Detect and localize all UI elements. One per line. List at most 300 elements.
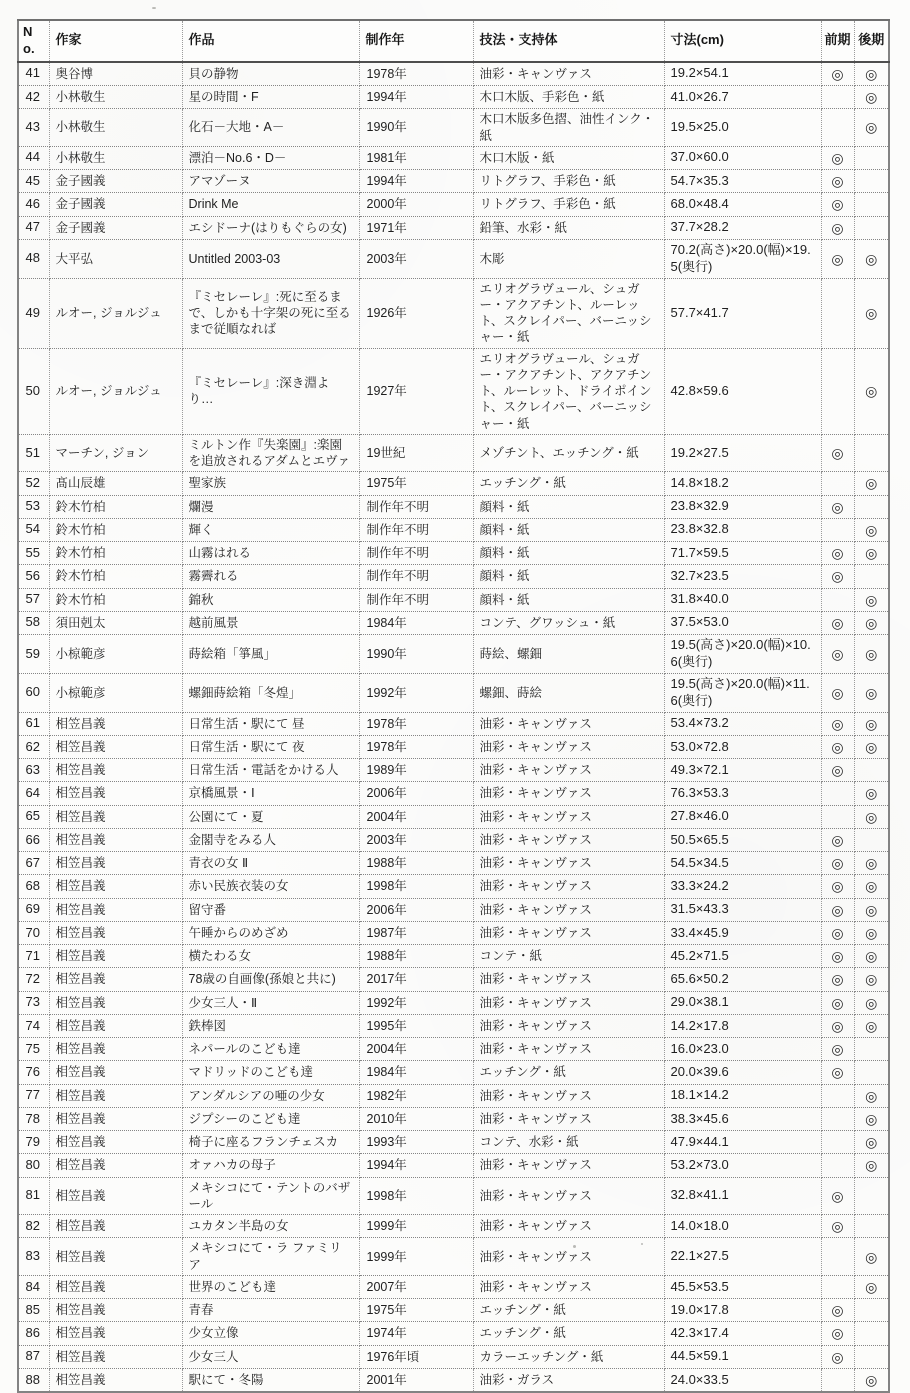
cell-early-mark bbox=[821, 348, 854, 434]
cell-no: 81 bbox=[18, 1177, 49, 1215]
table-body bbox=[18, 62, 889, 1392]
cell-artist: 相笠昌義 bbox=[49, 712, 182, 735]
table-row bbox=[18, 1154, 889, 1177]
cell-no: 68 bbox=[18, 875, 49, 898]
cell-work: アマゾーヌ bbox=[182, 170, 359, 193]
cell-early-mark bbox=[821, 782, 854, 805]
double-circle-mark: ◎ bbox=[831, 1325, 844, 1342]
table-row bbox=[18, 1177, 889, 1215]
cell-early-mark bbox=[821, 1215, 854, 1238]
cell-size: 53.0×72.8 bbox=[664, 735, 821, 758]
cell-work: オァハカの母子 bbox=[182, 1154, 359, 1177]
cell-work: 鉄棒図 bbox=[182, 1014, 359, 1037]
cell-artist: 相笠昌義 bbox=[49, 1038, 182, 1061]
cell-artist: 小椋範彦 bbox=[49, 673, 182, 712]
cell-artist: 相笠昌義 bbox=[49, 759, 182, 782]
cell-year: 制作年不明 bbox=[359, 495, 473, 518]
cell-work: Untitled 2003-03 bbox=[182, 239, 359, 278]
column-header-no: No. bbox=[18, 20, 49, 62]
cell-early-mark bbox=[821, 921, 854, 944]
cell-late-mark bbox=[854, 1154, 889, 1177]
cell-late-mark bbox=[854, 86, 889, 109]
cell-late-mark bbox=[854, 921, 889, 944]
cell-late-mark bbox=[854, 1084, 889, 1107]
cell-early-mark bbox=[821, 1107, 854, 1130]
table-row bbox=[18, 542, 889, 565]
cell-artist: 相笠昌義 bbox=[49, 991, 182, 1014]
cell-early-mark bbox=[821, 635, 854, 674]
cell-late-mark bbox=[854, 278, 889, 348]
cell-artist: ルオー, ジョルジュ bbox=[49, 348, 182, 434]
table-row bbox=[18, 146, 889, 169]
cell-late-mark bbox=[854, 565, 889, 588]
cell-no: 48 bbox=[18, 239, 49, 278]
cell-late-mark bbox=[854, 805, 889, 828]
cell-size: 31.8×40.0 bbox=[664, 588, 821, 611]
double-circle-mark: ◎ bbox=[865, 901, 878, 918]
cell-year: 1998年 bbox=[359, 1177, 473, 1215]
double-circle-mark: ◎ bbox=[831, 1017, 844, 1034]
cell-work: 日常生活・駅にて 昼 bbox=[182, 712, 359, 735]
cell-late-mark bbox=[854, 712, 889, 735]
cell-early-mark bbox=[821, 1322, 854, 1345]
cell-artist: 相笠昌義 bbox=[49, 828, 182, 851]
double-circle-mark: ◎ bbox=[831, 65, 844, 82]
cell-technique: コンテ、グワッシュ・紙 bbox=[473, 611, 664, 634]
double-circle-mark: ◎ bbox=[831, 738, 844, 755]
double-circle-mark: ◎ bbox=[865, 250, 878, 267]
cell-technique: 油彩・キャンヴァス bbox=[473, 782, 664, 805]
cell-no: 79 bbox=[18, 1131, 49, 1154]
cell-year: 1999年 bbox=[359, 1215, 473, 1238]
cell-early-mark bbox=[821, 1154, 854, 1177]
cell-work: 星の時間・F bbox=[182, 86, 359, 109]
cell-size: 37.5×53.0 bbox=[664, 611, 821, 634]
cell-year: 2003年 bbox=[359, 239, 473, 278]
cell-size: 41.0×26.7 bbox=[664, 86, 821, 109]
cell-work: 『ミセレーレ』:死に至るまで、しかも十字架の死に至るまで従順なれば bbox=[182, 278, 359, 348]
table-row bbox=[18, 968, 889, 991]
cell-artist: 相笠昌義 bbox=[49, 1238, 182, 1276]
cell-technique: エッチング・紙 bbox=[473, 1061, 664, 1084]
table-row bbox=[18, 1345, 889, 1368]
column-header-technique: 技法・支持体 bbox=[473, 20, 664, 62]
table-row bbox=[18, 921, 889, 944]
table-row bbox=[18, 216, 889, 239]
cell-size: 38.3×45.6 bbox=[664, 1107, 821, 1130]
table-row bbox=[18, 1014, 889, 1037]
cell-year: 19世紀 bbox=[359, 434, 473, 472]
cell-size: 29.0×38.1 bbox=[664, 991, 821, 1014]
cell-size: 33.4×45.9 bbox=[664, 921, 821, 944]
cell-artist: 相笠昌義 bbox=[49, 1061, 182, 1084]
cell-artist: 相笠昌義 bbox=[49, 1154, 182, 1177]
cell-artist: 相笠昌義 bbox=[49, 1014, 182, 1037]
table-row bbox=[18, 109, 889, 147]
cell-late-mark bbox=[854, 852, 889, 875]
table-row bbox=[18, 472, 889, 495]
cell-artist: 相笠昌義 bbox=[49, 782, 182, 805]
cell-work: 赤い民族衣装の女 bbox=[182, 875, 359, 898]
column-header-work: 作品 bbox=[182, 20, 359, 62]
cell-year: 1926年 bbox=[359, 278, 473, 348]
double-circle-mark: ◎ bbox=[865, 1248, 878, 1265]
cell-early-mark bbox=[821, 565, 854, 588]
artwork-list-table bbox=[17, 19, 890, 1393]
cell-work: 駅にて・冬陽 bbox=[182, 1368, 359, 1392]
double-circle-mark: ◎ bbox=[831, 149, 844, 166]
table-row bbox=[18, 518, 889, 541]
cell-year: 1978年 bbox=[359, 735, 473, 758]
cell-size: 27.8×46.0 bbox=[664, 805, 821, 828]
cell-work: 金閣寺をみる人 bbox=[182, 828, 359, 851]
cell-work: 蒔絵箱「箏風」 bbox=[182, 635, 359, 674]
cell-year: 1993年 bbox=[359, 1131, 473, 1154]
cell-late-mark bbox=[854, 146, 889, 169]
cell-no: 42 bbox=[18, 86, 49, 109]
cell-late-mark bbox=[854, 1061, 889, 1084]
cell-no: 73 bbox=[18, 991, 49, 1014]
cell-late-mark bbox=[854, 1238, 889, 1276]
cell-size: 32.7×23.5 bbox=[664, 565, 821, 588]
cell-size: 54.5×34.5 bbox=[664, 852, 821, 875]
table-row bbox=[18, 898, 889, 921]
cell-early-mark bbox=[821, 146, 854, 169]
cell-year: 2006年 bbox=[359, 898, 473, 921]
cell-work: 青春 bbox=[182, 1299, 359, 1322]
cell-size: 14.2×17.8 bbox=[664, 1014, 821, 1037]
cell-technique: 顔料・紙 bbox=[473, 518, 664, 541]
cell-no: 74 bbox=[18, 1014, 49, 1037]
double-circle-mark: ◎ bbox=[865, 1157, 878, 1174]
cell-size: 24.0×33.5 bbox=[664, 1368, 821, 1392]
cell-size: 49.3×72.1 bbox=[664, 759, 821, 782]
cell-late-mark bbox=[854, 968, 889, 991]
cell-late-mark bbox=[854, 1107, 889, 1130]
cell-no: 78 bbox=[18, 1107, 49, 1130]
cell-size: 33.3×24.2 bbox=[664, 875, 821, 898]
cell-no: 86 bbox=[18, 1322, 49, 1345]
cell-year: 1981年 bbox=[359, 146, 473, 169]
cell-technique: 油彩・キャンヴァス bbox=[473, 1177, 664, 1215]
cell-no: 88 bbox=[18, 1368, 49, 1392]
cell-late-mark bbox=[854, 170, 889, 193]
cell-work: 聖家族 bbox=[182, 472, 359, 495]
cell-technique: 油彩・キャンヴァス bbox=[473, 1215, 664, 1238]
cell-year: 制作年不明 bbox=[359, 542, 473, 565]
cell-technique: リトグラフ、手彩色・紙 bbox=[473, 170, 664, 193]
double-circle-mark: ◎ bbox=[865, 924, 878, 941]
double-circle-mark: ◎ bbox=[865, 521, 878, 538]
cell-size: 14.8×18.2 bbox=[664, 472, 821, 495]
cell-size: 65.6×50.2 bbox=[664, 968, 821, 991]
cell-no: 69 bbox=[18, 898, 49, 921]
cell-year: 1978年 bbox=[359, 62, 473, 86]
cell-technique: リトグラフ、手彩色・紙 bbox=[473, 193, 664, 216]
cell-early-mark bbox=[821, 1084, 854, 1107]
cell-technique: メゾチント、エッチング・紙 bbox=[473, 434, 664, 472]
cell-artist: 相笠昌義 bbox=[49, 1084, 182, 1107]
double-circle-mark: ◎ bbox=[831, 498, 844, 515]
cell-work: エシドーナ(はりもぐらの女) bbox=[182, 216, 359, 239]
double-circle-mark: ◎ bbox=[865, 65, 878, 82]
cell-early-mark bbox=[821, 712, 854, 735]
table-row bbox=[18, 239, 889, 278]
cell-early-mark bbox=[821, 828, 854, 851]
cell-work: 午睡からのめざめ bbox=[182, 921, 359, 944]
table-row bbox=[18, 673, 889, 712]
cell-technique: 木彫 bbox=[473, 239, 664, 278]
cell-no: 63 bbox=[18, 759, 49, 782]
cell-no: 47 bbox=[18, 216, 49, 239]
cell-work: 78歳の自画像(孫娘と共に) bbox=[182, 968, 359, 991]
cell-year: 1978年 bbox=[359, 712, 473, 735]
table-row bbox=[18, 735, 889, 758]
cell-artist: マーチン, ジョン bbox=[49, 434, 182, 472]
cell-work: ユカタン半島の女 bbox=[182, 1215, 359, 1238]
cell-artist: 奥谷博 bbox=[49, 62, 182, 86]
double-circle-mark: ◎ bbox=[831, 173, 844, 190]
cell-late-mark bbox=[854, 1368, 889, 1392]
double-circle-mark: ◎ bbox=[831, 994, 844, 1011]
cell-early-mark bbox=[821, 542, 854, 565]
cell-work: Drink Me bbox=[182, 193, 359, 216]
cell-early-mark bbox=[821, 611, 854, 634]
cell-technique: カラーエッチング・紙 bbox=[473, 1345, 664, 1368]
cell-work: 青衣の女 Ⅱ bbox=[182, 852, 359, 875]
double-circle-mark: ◎ bbox=[831, 1041, 844, 1058]
double-circle-mark: ◎ bbox=[865, 591, 878, 608]
cell-late-mark bbox=[854, 673, 889, 712]
cell-late-mark bbox=[854, 62, 889, 86]
cell-early-mark bbox=[821, 945, 854, 968]
double-circle-mark: ◎ bbox=[831, 831, 844, 848]
cell-no: 43 bbox=[18, 109, 49, 147]
double-circle-mark: ◎ bbox=[831, 196, 844, 213]
double-circle-mark: ◎ bbox=[865, 545, 878, 562]
cell-artist: ルオー, ジョルジュ bbox=[49, 278, 182, 348]
cell-year: 1976年頃 bbox=[359, 1345, 473, 1368]
cell-size: 53.2×73.0 bbox=[664, 1154, 821, 1177]
table-row bbox=[18, 62, 889, 86]
cell-late-mark bbox=[854, 1177, 889, 1215]
cell-early-mark bbox=[821, 495, 854, 518]
double-circle-mark: ◎ bbox=[865, 475, 878, 492]
double-circle-mark: ◎ bbox=[831, 855, 844, 872]
cell-work: 公園にて・夏 bbox=[182, 805, 359, 828]
cell-year: 1971年 bbox=[359, 216, 473, 239]
cell-no: 59 bbox=[18, 635, 49, 674]
double-circle-mark: ◎ bbox=[831, 568, 844, 585]
cell-year: 1927年 bbox=[359, 348, 473, 434]
cell-artist: 金子國義 bbox=[49, 216, 182, 239]
cell-no: 87 bbox=[18, 1345, 49, 1368]
cell-size: 16.0×23.0 bbox=[664, 1038, 821, 1061]
cell-artist: 相笠昌義 bbox=[49, 852, 182, 875]
cell-work: メキシコにて・テントのバザール bbox=[182, 1177, 359, 1215]
double-circle-mark: ◎ bbox=[865, 1087, 878, 1104]
double-circle-mark: ◎ bbox=[865, 1110, 878, 1127]
cell-artist: 大平弘 bbox=[49, 239, 182, 278]
double-circle-mark: ◎ bbox=[865, 971, 878, 988]
scan-speck bbox=[573, 1245, 576, 1248]
cell-late-mark bbox=[854, 542, 889, 565]
table-row bbox=[18, 1084, 889, 1107]
double-circle-mark: ◎ bbox=[831, 444, 844, 461]
cell-early-mark bbox=[821, 759, 854, 782]
table-row bbox=[18, 1299, 889, 1322]
cell-year: 1975年 bbox=[359, 472, 473, 495]
table-row bbox=[18, 1368, 889, 1392]
cell-late-mark bbox=[854, 945, 889, 968]
cell-no: 52 bbox=[18, 472, 49, 495]
double-circle-mark: ◎ bbox=[831, 645, 844, 662]
table-row bbox=[18, 565, 889, 588]
cell-size: 19.5(高さ)×20.0(幅)×10.6(奥行) bbox=[664, 635, 821, 674]
cell-no: 65 bbox=[18, 805, 49, 828]
double-circle-mark: ◎ bbox=[831, 901, 844, 918]
cell-late-mark bbox=[854, 898, 889, 921]
cell-early-mark bbox=[821, 86, 854, 109]
table-row bbox=[18, 1061, 889, 1084]
cell-no: 41 bbox=[18, 62, 49, 86]
cell-technique: 顔料・紙 bbox=[473, 588, 664, 611]
cell-size: 50.5×65.5 bbox=[664, 828, 821, 851]
cell-technique: 顔料・紙 bbox=[473, 495, 664, 518]
cell-early-mark bbox=[821, 735, 854, 758]
cell-work: 漂泊－No.6・D－ bbox=[182, 146, 359, 169]
cell-year: 2010年 bbox=[359, 1107, 473, 1130]
cell-work: 少女三人・Ⅱ bbox=[182, 991, 359, 1014]
cell-no: 51 bbox=[18, 434, 49, 472]
cell-early-mark bbox=[821, 239, 854, 278]
cell-technique: 蒔絵、螺鈿 bbox=[473, 635, 664, 674]
cell-year: 制作年不明 bbox=[359, 588, 473, 611]
cell-no: 56 bbox=[18, 565, 49, 588]
double-circle-mark: ◎ bbox=[831, 614, 844, 631]
cell-artist: 相笠昌義 bbox=[49, 1345, 182, 1368]
cell-no: 46 bbox=[18, 193, 49, 216]
scan-speck bbox=[152, 7, 156, 9]
cell-work: 山霧はれる bbox=[182, 542, 359, 565]
cell-no: 60 bbox=[18, 673, 49, 712]
double-circle-mark: ◎ bbox=[865, 948, 878, 965]
table-header-row bbox=[18, 20, 889, 62]
cell-artist: 相笠昌義 bbox=[49, 1275, 182, 1298]
cell-early-mark bbox=[821, 1061, 854, 1084]
cell-size: 31.5×43.3 bbox=[664, 898, 821, 921]
cell-year: 2004年 bbox=[359, 1038, 473, 1061]
cell-year: 1984年 bbox=[359, 611, 473, 634]
cell-late-mark bbox=[854, 759, 889, 782]
cell-no: 64 bbox=[18, 782, 49, 805]
cell-work: 霧霽れる bbox=[182, 565, 359, 588]
cell-late-mark bbox=[854, 828, 889, 851]
cell-year: 1992年 bbox=[359, 673, 473, 712]
cell-artist: 小椋範彦 bbox=[49, 635, 182, 674]
cell-late-mark bbox=[854, 611, 889, 634]
cell-year: 1990年 bbox=[359, 635, 473, 674]
cell-no: 80 bbox=[18, 1154, 49, 1177]
cell-artist: 小林敬生 bbox=[49, 109, 182, 147]
cell-late-mark bbox=[854, 635, 889, 674]
cell-artist: 相笠昌義 bbox=[49, 1368, 182, 1392]
cell-technique: 油彩・キャンヴァス bbox=[473, 991, 664, 1014]
table-row bbox=[18, 434, 889, 472]
cell-year: 1988年 bbox=[359, 945, 473, 968]
cell-artist: 相笠昌義 bbox=[49, 898, 182, 921]
cell-no: 76 bbox=[18, 1061, 49, 1084]
cell-early-mark bbox=[821, 518, 854, 541]
cell-year: 1998年 bbox=[359, 875, 473, 898]
double-circle-mark: ◎ bbox=[831, 684, 844, 701]
cell-no: 53 bbox=[18, 495, 49, 518]
cell-late-mark bbox=[854, 875, 889, 898]
cell-no: 44 bbox=[18, 146, 49, 169]
table-row bbox=[18, 1275, 889, 1298]
cell-technique: エリオグラヴュール、シュガー・アクアチント、アクアチント、ルーレット、ドライポイント、スクレイパー、バーニッシャー・紙 bbox=[473, 348, 664, 434]
cell-technique: 油彩・キャンヴァス bbox=[473, 759, 664, 782]
cell-work: 錦秋 bbox=[182, 588, 359, 611]
double-circle-mark: ◎ bbox=[865, 645, 878, 662]
table-row bbox=[18, 170, 889, 193]
double-circle-mark: ◎ bbox=[865, 715, 878, 732]
cell-size: 47.9×44.1 bbox=[664, 1131, 821, 1154]
cell-late-mark bbox=[854, 518, 889, 541]
cell-technique: 鉛筆、水彩・紙 bbox=[473, 216, 664, 239]
cell-late-mark bbox=[854, 348, 889, 434]
cell-early-mark bbox=[821, 1299, 854, 1322]
cell-no: 82 bbox=[18, 1215, 49, 1238]
cell-no: 55 bbox=[18, 542, 49, 565]
cell-early-mark bbox=[821, 1275, 854, 1298]
cell-early-mark bbox=[821, 62, 854, 86]
cell-late-mark bbox=[854, 434, 889, 472]
table-row bbox=[18, 712, 889, 735]
cell-early-mark bbox=[821, 472, 854, 495]
cell-no: 67 bbox=[18, 852, 49, 875]
cell-year: 2003年 bbox=[359, 828, 473, 851]
cell-technique: 油彩・キャンヴァス bbox=[473, 968, 664, 991]
table-row bbox=[18, 495, 889, 518]
cell-technique: エッチング・紙 bbox=[473, 1322, 664, 1345]
cell-size: 45.5×53.5 bbox=[664, 1275, 821, 1298]
cell-artist: 相笠昌義 bbox=[49, 1299, 182, 1322]
cell-late-mark bbox=[854, 1038, 889, 1061]
cell-late-mark bbox=[854, 1215, 889, 1238]
cell-work: 『ミセレーレ』:深き淵より… bbox=[182, 348, 359, 434]
double-circle-mark: ◎ bbox=[865, 89, 878, 106]
cell-size: 23.8×32.8 bbox=[664, 518, 821, 541]
cell-year: 2004年 bbox=[359, 805, 473, 828]
double-circle-mark: ◎ bbox=[865, 119, 878, 136]
double-circle-mark: ◎ bbox=[831, 545, 844, 562]
cell-artist: 髙山辰雄 bbox=[49, 472, 182, 495]
cell-early-mark bbox=[821, 673, 854, 712]
column-header-year: 制作年 bbox=[359, 20, 473, 62]
cell-work: ネパールのこども達 bbox=[182, 1038, 359, 1061]
cell-work: ミルトン作『失楽園』:楽園を追放されるアダムとエヴァ bbox=[182, 434, 359, 472]
double-circle-mark: ◎ bbox=[865, 994, 878, 1011]
cell-no: 71 bbox=[18, 945, 49, 968]
cell-late-mark bbox=[854, 1131, 889, 1154]
cell-technique: 油彩・キャンヴァス bbox=[473, 1014, 664, 1037]
cell-artist: 鈴木竹柏 bbox=[49, 588, 182, 611]
cell-artist: 鈴木竹柏 bbox=[49, 495, 182, 518]
cell-no: 49 bbox=[18, 278, 49, 348]
cell-late-mark bbox=[854, 1345, 889, 1368]
table-row bbox=[18, 991, 889, 1014]
